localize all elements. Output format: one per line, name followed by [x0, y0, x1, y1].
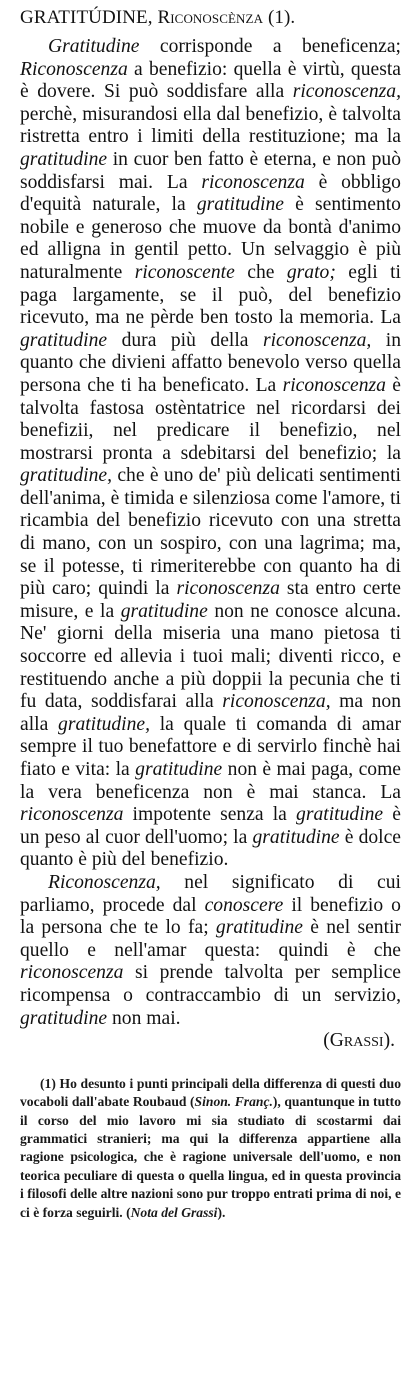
heading-footnote-ref: (1).: [267, 7, 296, 28]
italic-term: Nota del Grassi: [130, 1204, 218, 1220]
author-signature: (Grassi).: [323, 1030, 395, 1052]
text-run: corrisponde a beneficenza;: [139, 36, 401, 57]
italic-term: gratitudine: [215, 917, 304, 939]
italic-term: gratitudine: [20, 1007, 108, 1029]
italic-term: gratitudine: [135, 759, 223, 780]
italic-term: grato;: [286, 261, 336, 283]
italic-term: riconoscente: [134, 261, 235, 283]
italic-term: gratitudine,: [20, 465, 112, 487]
text-run: è nel sentir quello e nell'amar questa: quindi è che: [20, 917, 401, 961]
footnote: [20, 1075, 401, 1222]
text-run: ma non alla: [20, 691, 402, 735]
text-run: la quale ti comanda di amar sempre il tuo benefattore e di servirlo finchè hai fiato e vita: la: [20, 713, 401, 780]
text-run: nel significato di cui parliamo, procede dal: [20, 871, 401, 916]
text-run: ), quantunque in tutto il corso del mio lavoro mi sia studiato di scostarmi dai grammatici stranieri; ma qui la differenza appartiene alla ragione psicologica, che è ragione universale dell'uomo, e non teorica peculiare di questa o quella lingua, ed in questa provincia i filosofi delle altre nazioni sono pur troppo entrati prima di noi, e ci è forza seguirli. (: [20, 1094, 401, 1220]
italic-term: riconoscenza,: [262, 329, 372, 351]
heading-main: GRATITÚDINE,: [20, 7, 153, 28]
text-run: è dolce quanto è più del benefizio.: [20, 826, 401, 871]
italic-term: riconoscenza: [20, 804, 124, 826]
italic-term: riconoscenza: [176, 578, 280, 600]
text-run: che: [234, 261, 287, 283]
text-run: è obbligo d'equità naturale, la: [20, 171, 401, 216]
italic-term: riconoscenza,: [222, 691, 331, 713]
italic-term: riconoscenza,: [292, 81, 401, 103]
italic-term: gratitudine: [20, 329, 108, 351]
italic-term: riconoscenza: [282, 374, 386, 396]
entry-body: [20, 36, 401, 1030]
text-run: dura più della: [107, 329, 263, 351]
italic-term: riconoscenza: [201, 171, 305, 193]
paragraph-1: [20, 36, 401, 872]
text-run: è talvolta fastosa ostèntatrice nel ricordarsi dei benefizii, nel predicare il benefizio, nel mostrarsi pronta a sdebitarsi del benefizio; la: [20, 374, 401, 464]
italic-term: gratitudine: [252, 826, 340, 848]
italic-term: riconoscenza: [20, 962, 124, 984]
text-run: perchè, misurandosi ella dal benefizio, è talvolta ristretta entro i limiti della restituzione; ma la: [20, 103, 401, 148]
italic-term: Sinon. Franç.: [194, 1094, 273, 1110]
italic-term: gratitudine: [120, 600, 208, 622]
italic-term: Riconoscenza: [20, 58, 128, 80]
text-run: è un peso al cuor dell'uomo; la: [20, 804, 401, 848]
text-run: non ne conosce alcuna. Ne' giorni della miseria una mano pietosa ti soccorre ed allevia i tuoi mali; diventi ricco, e restituendo anche a più doppii la pecunia che ti fu data, soddisfarai alla: [20, 600, 401, 713]
text-run: in quanto che divieni affatto benevolo verso quella persona che ti ha beneficato. La: [20, 329, 401, 396]
italic-term: gratitudine: [196, 194, 284, 216]
italic-term: Gratitudine: [48, 36, 140, 57]
italic-term: gratitudine: [20, 148, 108, 170]
text-run: è sentimento nobile e generoso che muove da bontà d'animo ed alligna in gentil petto. Un selvaggio è più naturalmente: [20, 194, 401, 283]
text-run: in cuor ben fatto è eterna, e non può soddisfarsi mai. La: [20, 148, 401, 193]
text-run: sta entro certe misure, e la: [20, 578, 401, 622]
text-run: non mai.: [107, 1007, 181, 1029]
heading-sub: Riconoscènza: [157, 7, 264, 28]
text-run: (1) Ho desunto i punti principali della differenza di questi duo vocaboli dall'abate Roubaud (: [20, 1075, 401, 1110]
italic-term: conoscere: [204, 894, 284, 916]
text-run: impotente senza la: [123, 804, 297, 826]
text-run: il benefizio o la persona che te lo fa;: [20, 894, 401, 939]
footnote-text: [20, 1075, 401, 1222]
italic-term: Riconoscenza,: [48, 871, 161, 893]
italic-term: gratitudine,: [58, 713, 150, 735]
text-run: egli ti paga largamente, se il può, del benefizio ricevuto, ma ne pèrde ben tosto la memoria. La: [20, 261, 401, 329]
text-run: non è mai paga, come la vera beneficenza non è mai stanca. La: [20, 759, 402, 803]
entry-heading: [20, 6, 401, 30]
text-run: si prende talvolta per semplice ricompensa o contraccambio di un servizio,: [20, 962, 401, 1006]
text-run: ).: [217, 1204, 226, 1220]
italic-term: gratitudine: [296, 804, 384, 826]
text-run: che è uno de' più delicati sentimenti dell'anima, è timida e silenziosa come l'amore, ti ricambia del benefizio ricevuto con una stretta di mano, con un sospiro, con una lagrima; ma, se il potesse, ti rimeriterebbe con quanto ha di più caro; quindi la: [20, 465, 401, 600]
paragraph-2: [20, 872, 401, 1030]
text-run: a benefizio: quella è virtù, questa è dovere. Si può soddisfare alla: [20, 58, 401, 103]
